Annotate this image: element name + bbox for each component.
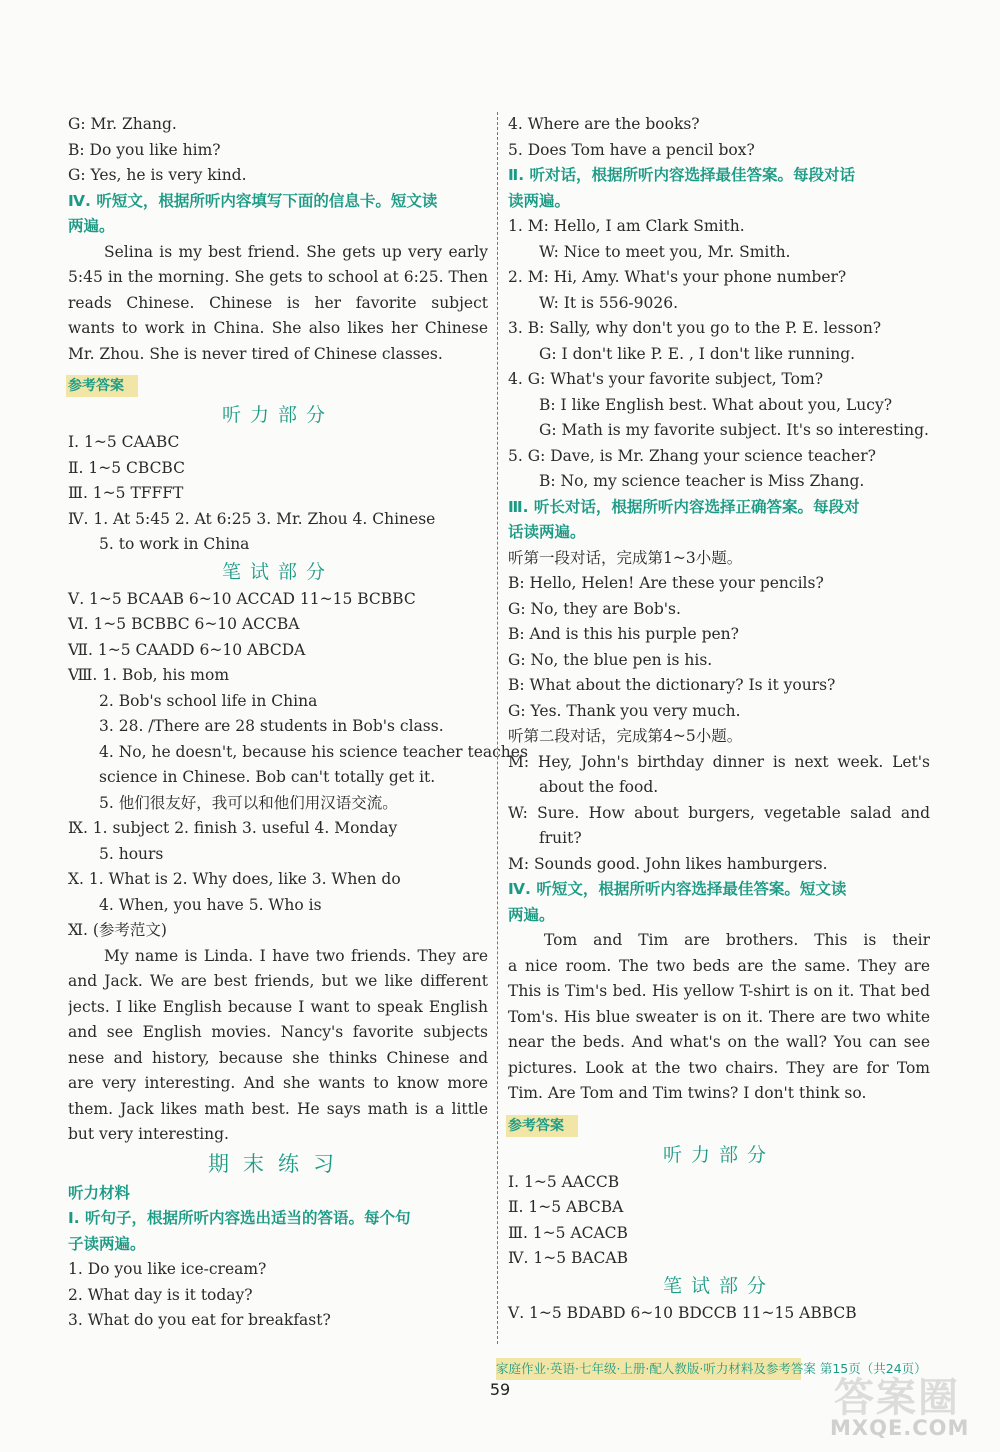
section-instruction: 听力材料 xyxy=(68,1183,131,1202)
answer-key-label: 参考答案 xyxy=(506,1115,578,1137)
passage-line: and Jack. We are best friends, but we like different xyxy=(68,972,488,990)
text-line: Ⅶ. 1~5 CAADD 6~10 ABCDA xyxy=(68,640,306,659)
passage-line: them. Jack likes math best. He says math is a little xyxy=(68,1099,488,1118)
section-instruction: Ⅳ. 听短文，根据所听内容选择最佳答案。短文读 xyxy=(508,880,847,898)
text-line: M: Sounds good. John likes hamburgers. xyxy=(508,854,828,873)
passage-line: M: Hey, John's birthday dinner is next week. Let's xyxy=(508,752,930,771)
text-line: 2. M: Hi, Amy. What's your phone number? xyxy=(508,268,847,286)
passage-line: wants to work in China. She also likes her Chinese xyxy=(68,319,488,337)
chapter-heading: 期末练习 xyxy=(208,1151,348,1176)
section-instruction: Ⅳ. 听短文，根据所听内容填写下面的信息卡。短文读 xyxy=(68,191,438,210)
passage-line: My name is Linda. I have two friends. They are xyxy=(104,946,488,965)
watermark-logo: 答案圈 xyxy=(834,1375,960,1421)
section-instruction: 两遍。 xyxy=(508,905,555,924)
part-heading: 听力部分 xyxy=(662,1143,775,1166)
text-line: Ⅱ. 1~5 CBCBC xyxy=(68,458,185,477)
text-line: 听第二段对话，完成第4~5小题。 xyxy=(508,727,743,745)
text-line: Ⅴ. 1~5 BCAAB 6~10 ACCAD 11~15 BCBBC xyxy=(68,589,416,608)
text-line: B: No, my science teacher is Miss Zhang. xyxy=(539,472,865,490)
passage-line: jects. I like English because I want to speak English xyxy=(68,997,488,1016)
text-line: 3. B: Sally, why don't you go to the P. E. lesson? xyxy=(508,319,882,337)
text-line: Ⅷ. 1. Bob, his mom xyxy=(68,666,230,684)
text-line: Ⅴ. 1~5 BDABD 6~10 BDCCB 11~15 ABBCB xyxy=(508,1303,857,1322)
text-line: Ⅲ. 1~5 ACACB xyxy=(508,1223,628,1242)
text-line: G: Yes, he is very kind. xyxy=(68,166,247,184)
text-line: Ⅳ. 1~5 BACAB xyxy=(508,1249,629,1267)
text-line: 3. What do you eat for breakfast? xyxy=(68,1311,331,1329)
watermark xyxy=(820,1364,990,1444)
page-number: 59 xyxy=(489,1380,511,1399)
passage-line: reads Chinese. Chinese is her favorite subject xyxy=(68,293,488,312)
section-instruction: Ⅰ. 听句子，根据所听内容选出适当的答语。每个句 xyxy=(68,1209,411,1227)
footer-banner: 家庭作业·英语·七年级·上册·配人教版·听力材料及参考答案 第15页（共24页） xyxy=(496,1358,801,1380)
passage-line: W: Sure. How about burgers, vegetable salad and xyxy=(508,803,930,822)
text-line: 4. Where are the books? xyxy=(508,115,700,133)
text-line: 5. to work in China xyxy=(99,535,250,553)
text-line: 1. Do you like ice-cream? xyxy=(68,1260,267,1278)
section-instruction: Ⅲ. 听长对话，根据所听内容选择正确答案。每段对 xyxy=(508,497,860,516)
text-line: B: What about the dictionary? Is it yours? xyxy=(508,676,836,694)
section-instruction: 话读两遍。 xyxy=(508,523,586,541)
text-line: B: Do you like him? xyxy=(68,140,221,159)
passage-line: Tom and Tim are brothers. This is their xyxy=(544,931,930,949)
passage-line: Tom's. His blue sweater is on it. There are two white xyxy=(508,1007,930,1026)
text-line: 5. 他们很友好，我可以和他们用汉语交流。 xyxy=(99,793,398,812)
text-line: G: Mr. Zhang. xyxy=(68,115,177,133)
text-line: G: No, the blue pen is his. xyxy=(508,650,713,669)
passage-line: near the beds. And what's on the wall? You can see xyxy=(508,1033,930,1051)
section-instruction: 读两遍。 xyxy=(508,191,571,210)
passage-line: a nice room. The two beds are the same. They are xyxy=(508,956,930,975)
watermark-url: MXQE.COM xyxy=(830,1416,970,1440)
answer-key-label-row xyxy=(68,367,488,401)
text-line: Tim. Are Tom and Tim twins? I don't think so. xyxy=(508,1084,867,1102)
answer-key-label-row xyxy=(508,1107,930,1141)
text-line: 1. M: Hello, I am Clark Smith. xyxy=(508,217,745,235)
text-line: 3. 28. /There are 28 students in Bob's class. xyxy=(99,717,444,735)
right-column xyxy=(508,112,930,1326)
text-line: about the food. xyxy=(539,778,659,796)
text-line: 2. Bob's school life in China xyxy=(99,691,318,710)
part-heading: 笔试部分 xyxy=(662,1274,775,1297)
text-line: W: It is 556-9026. xyxy=(539,293,679,312)
section-instruction: 两遍。 xyxy=(68,217,115,235)
passage-line: This is Tim's bed. His yellow T-shirt is on it. That bed xyxy=(508,982,930,1000)
text-line: Ⅳ. 1. At 5:45 2. At 6:25 3. Mr. Zhou 4. Chinese xyxy=(68,509,436,528)
passage-line: 5:45 in the morning. She gets to school at 6:25. Then xyxy=(68,268,488,286)
text-line: Ⅲ. 1~5 TFFFT xyxy=(68,484,184,502)
answer-key-label: 参考答案 xyxy=(66,375,138,397)
text-line: 5. hours xyxy=(99,844,164,863)
passage-line: and see English movies. Nancy's favorite subjects xyxy=(68,1023,488,1041)
text-line: G: Math is my favorite subject. It's so interesting. xyxy=(539,421,929,439)
text-line: Ⅹ. 1. What is 2. Why does, like 3. When do xyxy=(68,870,401,888)
text-line: 2. What day is it today? xyxy=(68,1285,253,1304)
passage-line: nese and history, because she thinks Chinese and xyxy=(68,1048,488,1067)
left-column xyxy=(68,112,528,1334)
text-line: 4. G: What's your favorite subject, Tom? xyxy=(508,370,824,388)
text-line: Ⅸ. 1. subject 2. finish 3. useful 4. Monday xyxy=(68,819,398,837)
text-line: B: And is this his purple pen? xyxy=(508,625,739,643)
text-line: Ⅵ. 1~5 BCBBC 6~10 ACCBA xyxy=(68,615,300,633)
part-heading: 听力部分 xyxy=(221,404,334,426)
text-line: Ⅰ. 1~5 CAABC xyxy=(68,433,180,451)
column-divider xyxy=(497,112,498,1344)
text-line: 4. When, you have 5. Who is xyxy=(99,895,322,914)
text-line: G: I don't like P. E. , I don't like running. xyxy=(539,344,856,363)
text-line: G: Yes. Thank you very much. xyxy=(508,701,741,720)
text-line: but very interesting. xyxy=(68,1125,229,1143)
text-line: science in Chinese. Bob can't totally get it. xyxy=(99,768,436,786)
text-line: B: I like English best. What about you, Lucy? xyxy=(539,395,893,414)
text-line: 听第一段对话，完成第1~3小题。 xyxy=(508,548,743,567)
part-heading: 笔试部分 xyxy=(221,560,334,583)
text-line: Ⅰ. 1~5 AACCB xyxy=(508,1172,620,1191)
text-line: Ⅱ. 1~5 ABCBA xyxy=(508,1198,624,1216)
section-instruction: 子读两遍。 xyxy=(68,1234,146,1253)
text-line: W: Nice to meet you, Mr. Smith. xyxy=(539,242,791,261)
text-line: 5. Does Tom have a pencil box? xyxy=(508,140,755,159)
text-line: Mr. Zhou. She is never tired of Chinese classes. xyxy=(68,344,443,363)
passage-line: pictures. Look at the two chairs. They are for Tom xyxy=(508,1058,930,1077)
text-line: B: Hello, Helen! Are these your pencils? xyxy=(508,574,824,592)
text-line: G: No, they are Bob's. xyxy=(508,599,681,618)
section-instruction: Ⅱ. 听对话，根据所听内容选择最佳答案。每段对话 xyxy=(508,166,855,184)
text-line: Ⅺ. (参考范文) xyxy=(68,921,167,939)
passage-line: are very interesting. And she wants to know more xyxy=(68,1074,488,1092)
text-line: fruit? xyxy=(539,829,582,847)
text-line: 5. G: Dave, is Mr. Zhang your science teacher? xyxy=(508,446,876,465)
passage-line: Selina is my best friend. She gets up very early xyxy=(104,242,488,261)
text-line: 4. No, he doesn't, because his science teacher teaches xyxy=(99,742,528,761)
